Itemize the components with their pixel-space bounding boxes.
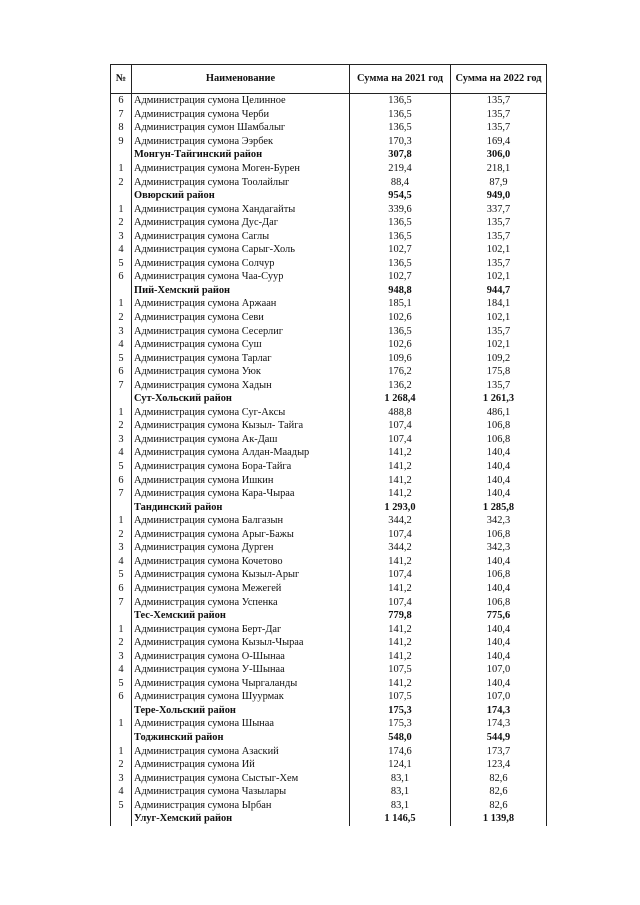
row-name: Администрация сумона Кочетово <box>132 555 350 569</box>
table-row <box>111 582 547 596</box>
row-name: Пий-Хемский район <box>132 284 350 298</box>
row-sum-2022: 135,7 <box>451 108 547 122</box>
header-number: № <box>111 65 132 94</box>
table-row <box>111 175 547 189</box>
table-row <box>111 487 547 501</box>
table-row <box>111 406 547 420</box>
row-sum-2021: 1 293,0 <box>350 500 451 514</box>
row-sum-2022: 102,1 <box>451 338 547 352</box>
row-sum-2021: 948,8 <box>350 284 451 298</box>
table-row <box>111 446 547 460</box>
row-number: 4 <box>111 446 132 460</box>
table-row <box>111 744 547 758</box>
district-row <box>111 731 547 745</box>
row-number: 3 <box>111 771 132 785</box>
row-sum-2022: 306,0 <box>451 148 547 162</box>
row-name: Администрация сумона Ий <box>132 758 350 772</box>
table-row <box>111 297 547 311</box>
row-sum-2021: 141,2 <box>350 622 451 636</box>
row-sum-2021: 124,1 <box>350 758 451 772</box>
row-sum-2022: 135,7 <box>451 378 547 392</box>
table-row <box>111 324 547 338</box>
row-number: 2 <box>111 528 132 542</box>
row-name: Улуг-Хемский район <box>132 812 350 826</box>
row-sum-2021: 136,2 <box>350 378 451 392</box>
row-sum-2021: 88,4 <box>350 175 451 189</box>
table-row <box>111 94 547 108</box>
row-sum-2022: 140,4 <box>451 582 547 596</box>
row-sum-2021: 136,5 <box>350 257 451 271</box>
row-number: 8 <box>111 121 132 135</box>
row-sum-2021: 136,5 <box>350 229 451 243</box>
row-number: 7 <box>111 378 132 392</box>
row-sum-2022: 486,1 <box>451 406 547 420</box>
budget-table <box>110 64 547 826</box>
row-name: Администрация сумона Суг-Аксы <box>132 406 350 420</box>
row-sum-2022: 107,0 <box>451 690 547 704</box>
row-name: Администрация сумона Чыргаланды <box>132 677 350 691</box>
row-number: 7 <box>111 108 132 122</box>
row-sum-2022: 135,7 <box>451 324 547 338</box>
header-sum-2022: Сумма на 2022 год <box>451 65 547 94</box>
row-sum-2022: 106,8 <box>451 419 547 433</box>
table-row <box>111 649 547 663</box>
table-row <box>111 514 547 528</box>
row-number: 1 <box>111 202 132 216</box>
row-number: 4 <box>111 338 132 352</box>
row-sum-2022: 169,4 <box>451 135 547 149</box>
row-sum-2021: 175,3 <box>350 717 451 731</box>
row-name: Администрация сумона Уюк <box>132 365 350 379</box>
district-row <box>111 500 547 514</box>
table-row <box>111 771 547 785</box>
row-name: Администрация сумона Ишкин <box>132 473 350 487</box>
row-sum-2021: 102,7 <box>350 270 451 284</box>
row-sum-2022: 1 285,8 <box>451 500 547 514</box>
row-name: Администрация сумона Межегей <box>132 582 350 596</box>
row-sum-2021: 219,4 <box>350 162 451 176</box>
table-row <box>111 433 547 447</box>
row-sum-2022: 82,6 <box>451 785 547 799</box>
row-name: Администрация сумона Ырбан <box>132 798 350 812</box>
district-row <box>111 284 547 298</box>
row-sum-2021: 175,3 <box>350 704 451 718</box>
row-sum-2022: 87,9 <box>451 175 547 189</box>
row-sum-2021: 1 146,5 <box>350 812 451 826</box>
table-row <box>111 785 547 799</box>
row-name: Администрация сумона Черби <box>132 108 350 122</box>
district-row <box>111 704 547 718</box>
row-sum-2022: 109,2 <box>451 351 547 365</box>
row-sum-2022: 135,7 <box>451 257 547 271</box>
row-name: Администрация сумона Моген-Бурен <box>132 162 350 176</box>
row-sum-2022: 82,6 <box>451 798 547 812</box>
table-row <box>111 717 547 731</box>
row-number: 3 <box>111 324 132 338</box>
row-number: 1 <box>111 297 132 311</box>
table-row <box>111 473 547 487</box>
row-number: 9 <box>111 135 132 149</box>
row-number: 2 <box>111 636 132 650</box>
row-number: 2 <box>111 216 132 230</box>
row-sum-2022: 102,1 <box>451 311 547 325</box>
row-name: Сут-Хольский район <box>132 392 350 406</box>
row-name: Администрация сумона Целинное <box>132 94 350 108</box>
row-number: 6 <box>111 473 132 487</box>
row-number: 3 <box>111 229 132 243</box>
row-number: 2 <box>111 175 132 189</box>
row-sum-2021: 102,6 <box>350 338 451 352</box>
row-sum-2022: 342,3 <box>451 541 547 555</box>
row-number: 1 <box>111 622 132 636</box>
row-name: Администрация сумона Сесерлиг <box>132 324 350 338</box>
district-row <box>111 148 547 162</box>
row-sum-2021: 107,4 <box>350 568 451 582</box>
row-sum-2021: 109,6 <box>350 351 451 365</box>
row-name: Администрация сумона Кызыл- Тайга <box>132 419 350 433</box>
row-name: Администрация сумона Дус-Даг <box>132 216 350 230</box>
table-header <box>111 65 547 94</box>
row-sum-2022: 173,7 <box>451 744 547 758</box>
row-sum-2022: 106,8 <box>451 568 547 582</box>
row-number: 7 <box>111 487 132 501</box>
table-row <box>111 419 547 433</box>
row-number <box>111 284 132 298</box>
row-sum-2021: 107,5 <box>350 663 451 677</box>
table-row <box>111 365 547 379</box>
row-sum-2021: 141,2 <box>350 446 451 460</box>
row-sum-2022: 140,4 <box>451 487 547 501</box>
row-number: 1 <box>111 744 132 758</box>
row-name: Администрация сумона Хандагайты <box>132 202 350 216</box>
row-sum-2021: 141,2 <box>350 677 451 691</box>
header-name: Наименование <box>132 65 350 94</box>
row-name: Администрация сумона Ээрбек <box>132 135 350 149</box>
row-sum-2021: 102,7 <box>350 243 451 257</box>
row-sum-2022: 544,9 <box>451 731 547 745</box>
header-sum-2021: Сумма на 2021 год <box>350 65 451 94</box>
row-sum-2021: 954,5 <box>350 189 451 203</box>
table-row <box>111 555 547 569</box>
row-sum-2022: 174,3 <box>451 704 547 718</box>
row-name: Администрация сумона Ак-Даш <box>132 433 350 447</box>
row-name: Монгун-Тайгинский район <box>132 148 350 162</box>
row-sum-2022: 140,4 <box>451 473 547 487</box>
row-number: 3 <box>111 433 132 447</box>
row-sum-2021: 141,2 <box>350 487 451 501</box>
row-number: 1 <box>111 717 132 731</box>
table-row <box>111 622 547 636</box>
row-name: Администрация сумона Солчур <box>132 257 350 271</box>
row-name: Тоджинский район <box>132 731 350 745</box>
row-sum-2022: 140,4 <box>451 622 547 636</box>
row-sum-2022: 140,4 <box>451 555 547 569</box>
table-row <box>111 636 547 650</box>
row-sum-2021: 1 268,4 <box>350 392 451 406</box>
row-name: Администрация сумона Балгазын <box>132 514 350 528</box>
row-name: Администрация сумона Успенка <box>132 595 350 609</box>
row-sum-2021: 83,1 <box>350 771 451 785</box>
row-number: 5 <box>111 568 132 582</box>
row-name: Администрация сумона Шынаа <box>132 717 350 731</box>
row-sum-2022: 102,1 <box>451 243 547 257</box>
row-sum-2022: 342,3 <box>451 514 547 528</box>
table-row <box>111 568 547 582</box>
row-sum-2022: 106,8 <box>451 433 547 447</box>
row-number: 1 <box>111 406 132 420</box>
row-name: Администрация сумона Сарыг-Холь <box>132 243 350 257</box>
row-number: 6 <box>111 582 132 596</box>
row-name: Администрация сумона Кара-Чыраа <box>132 487 350 501</box>
table-row <box>111 311 547 325</box>
row-sum-2021: 141,2 <box>350 460 451 474</box>
row-sum-2021: 488,8 <box>350 406 451 420</box>
row-sum-2021: 102,6 <box>350 311 451 325</box>
row-sum-2022: 175,8 <box>451 365 547 379</box>
row-sum-2021: 107,5 <box>350 690 451 704</box>
row-number: 2 <box>111 419 132 433</box>
row-name: Администрация сумон Шамбалыг <box>132 121 350 135</box>
row-number: 4 <box>111 555 132 569</box>
row-sum-2021: 107,4 <box>350 433 451 447</box>
row-number: 3 <box>111 541 132 555</box>
row-number <box>111 500 132 514</box>
row-name: Администрация сумона У-Шынаа <box>132 663 350 677</box>
row-name: Администрация сумона Хадын <box>132 378 350 392</box>
table-row <box>111 229 547 243</box>
table-row <box>111 338 547 352</box>
table-row <box>111 663 547 677</box>
table-row <box>111 162 547 176</box>
table-row <box>111 595 547 609</box>
row-number: 7 <box>111 595 132 609</box>
row-sum-2021: 339,6 <box>350 202 451 216</box>
table-row <box>111 270 547 284</box>
row-name: Администрация сумона Саглы <box>132 229 350 243</box>
row-sum-2021: 141,2 <box>350 582 451 596</box>
row-sum-2022: 184,1 <box>451 297 547 311</box>
row-number <box>111 189 132 203</box>
row-number: 2 <box>111 311 132 325</box>
table-row <box>111 257 547 271</box>
row-name: Администрация сумона Аржаан <box>132 297 350 311</box>
table-row <box>111 690 547 704</box>
table-row <box>111 243 547 257</box>
row-name: Тес-Хемский район <box>132 609 350 623</box>
row-name: Администрация сумона Сыстыг-Хем <box>132 771 350 785</box>
district-row <box>111 609 547 623</box>
row-sum-2022: 123,4 <box>451 758 547 772</box>
row-name: Администрация сумона Тарлаг <box>132 351 350 365</box>
row-number: 4 <box>111 663 132 677</box>
row-sum-2021: 107,4 <box>350 419 451 433</box>
row-sum-2021: 136,5 <box>350 108 451 122</box>
row-number <box>111 392 132 406</box>
row-sum-2021: 83,1 <box>350 785 451 799</box>
row-name: Администрация сумона Арыг-Бажы <box>132 528 350 542</box>
district-row <box>111 189 547 203</box>
row-sum-2021: 141,2 <box>350 473 451 487</box>
row-sum-2022: 106,8 <box>451 528 547 542</box>
table-row <box>111 202 547 216</box>
row-name: Администрация сумона Дурген <box>132 541 350 555</box>
row-sum-2022: 140,4 <box>451 446 547 460</box>
row-sum-2021: 344,2 <box>350 541 451 555</box>
row-number: 2 <box>111 758 132 772</box>
row-name: Овюрский район <box>132 189 350 203</box>
row-name: Администрация сумона Алдан-Маадыр <box>132 446 350 460</box>
row-number: 5 <box>111 351 132 365</box>
row-number: 1 <box>111 514 132 528</box>
row-sum-2021: 185,1 <box>350 297 451 311</box>
table-row <box>111 108 547 122</box>
row-name: Администрация сумона Чаа-Суур <box>132 270 350 284</box>
row-sum-2022: 949,0 <box>451 189 547 203</box>
row-number <box>111 148 132 162</box>
row-sum-2022: 140,4 <box>451 636 547 650</box>
row-sum-2021: 307,8 <box>350 148 451 162</box>
row-sum-2022: 140,4 <box>451 677 547 691</box>
row-sum-2021: 344,2 <box>350 514 451 528</box>
row-sum-2022: 135,7 <box>451 121 547 135</box>
row-sum-2022: 775,6 <box>451 609 547 623</box>
row-sum-2021: 107,4 <box>350 595 451 609</box>
table-row <box>111 677 547 691</box>
row-name: Администрация сумона Бора-Тайга <box>132 460 350 474</box>
row-number: 6 <box>111 270 132 284</box>
header-row <box>111 65 547 94</box>
row-sum-2021: 141,2 <box>350 555 451 569</box>
table-row <box>111 460 547 474</box>
table-row <box>111 351 547 365</box>
row-name: Тере-Хольский район <box>132 704 350 718</box>
row-name: Администрация сумона Кызыл-Арыг <box>132 568 350 582</box>
row-sum-2021: 107,4 <box>350 528 451 542</box>
row-number: 5 <box>111 460 132 474</box>
row-number <box>111 812 132 826</box>
row-number: 6 <box>111 94 132 108</box>
row-sum-2022: 174,3 <box>451 717 547 731</box>
row-sum-2021: 174,6 <box>350 744 451 758</box>
row-name: Администрация сумона О-Шынаа <box>132 649 350 663</box>
row-name: Тандинский район <box>132 500 350 514</box>
table-row <box>111 378 547 392</box>
row-name: Администрация сумона Суш <box>132 338 350 352</box>
row-name: Администрация сумона Берт-Даг <box>132 622 350 636</box>
row-number: 5 <box>111 677 132 691</box>
row-name: Администрация сумона Кызыл-Чыраа <box>132 636 350 650</box>
row-sum-2022: 140,4 <box>451 649 547 663</box>
row-sum-2022: 135,7 <box>451 94 547 108</box>
row-sum-2022: 107,0 <box>451 663 547 677</box>
row-number: 3 <box>111 649 132 663</box>
row-number <box>111 704 132 718</box>
row-sum-2022: 218,1 <box>451 162 547 176</box>
row-sum-2021: 141,2 <box>350 636 451 650</box>
row-name: Администрация сумона Севи <box>132 311 350 325</box>
row-sum-2022: 102,1 <box>451 270 547 284</box>
row-number <box>111 609 132 623</box>
row-sum-2022: 1 139,8 <box>451 812 547 826</box>
row-sum-2022: 106,8 <box>451 595 547 609</box>
row-name: Администрация сумона Тоолайлыг <box>132 175 350 189</box>
row-sum-2022: 135,7 <box>451 229 547 243</box>
row-name: Администрация сумона Чазылары <box>132 785 350 799</box>
row-sum-2021: 779,8 <box>350 609 451 623</box>
row-sum-2022: 1 261,3 <box>451 392 547 406</box>
table-row <box>111 135 547 149</box>
row-number: 5 <box>111 257 132 271</box>
row-number: 5 <box>111 798 132 812</box>
row-number: 4 <box>111 785 132 799</box>
row-sum-2021: 170,3 <box>350 135 451 149</box>
table-row <box>111 798 547 812</box>
row-sum-2022: 944,7 <box>451 284 547 298</box>
row-sum-2021: 548,0 <box>350 731 451 745</box>
row-number: 4 <box>111 243 132 257</box>
row-number: 6 <box>111 690 132 704</box>
row-sum-2021: 83,1 <box>350 798 451 812</box>
table-row <box>111 758 547 772</box>
row-sum-2022: 337,7 <box>451 202 547 216</box>
table-body <box>111 94 547 826</box>
row-sum-2021: 136,5 <box>350 324 451 338</box>
row-sum-2021: 136,5 <box>350 121 451 135</box>
row-name: Администрация сумона Азаский <box>132 744 350 758</box>
row-sum-2022: 135,7 <box>451 216 547 230</box>
row-number: 1 <box>111 162 132 176</box>
table-row <box>111 528 547 542</box>
district-row <box>111 392 547 406</box>
row-number: 6 <box>111 365 132 379</box>
district-row <box>111 812 547 826</box>
row-sum-2022: 82,6 <box>451 771 547 785</box>
row-sum-2021: 141,2 <box>350 649 451 663</box>
table-row <box>111 216 547 230</box>
row-sum-2021: 136,5 <box>350 94 451 108</box>
row-sum-2022: 140,4 <box>451 460 547 474</box>
table-row <box>111 121 547 135</box>
row-name: Администрация сумона Шуурмак <box>132 690 350 704</box>
row-sum-2021: 136,5 <box>350 216 451 230</box>
table-row <box>111 541 547 555</box>
row-number <box>111 731 132 745</box>
row-sum-2021: 176,2 <box>350 365 451 379</box>
